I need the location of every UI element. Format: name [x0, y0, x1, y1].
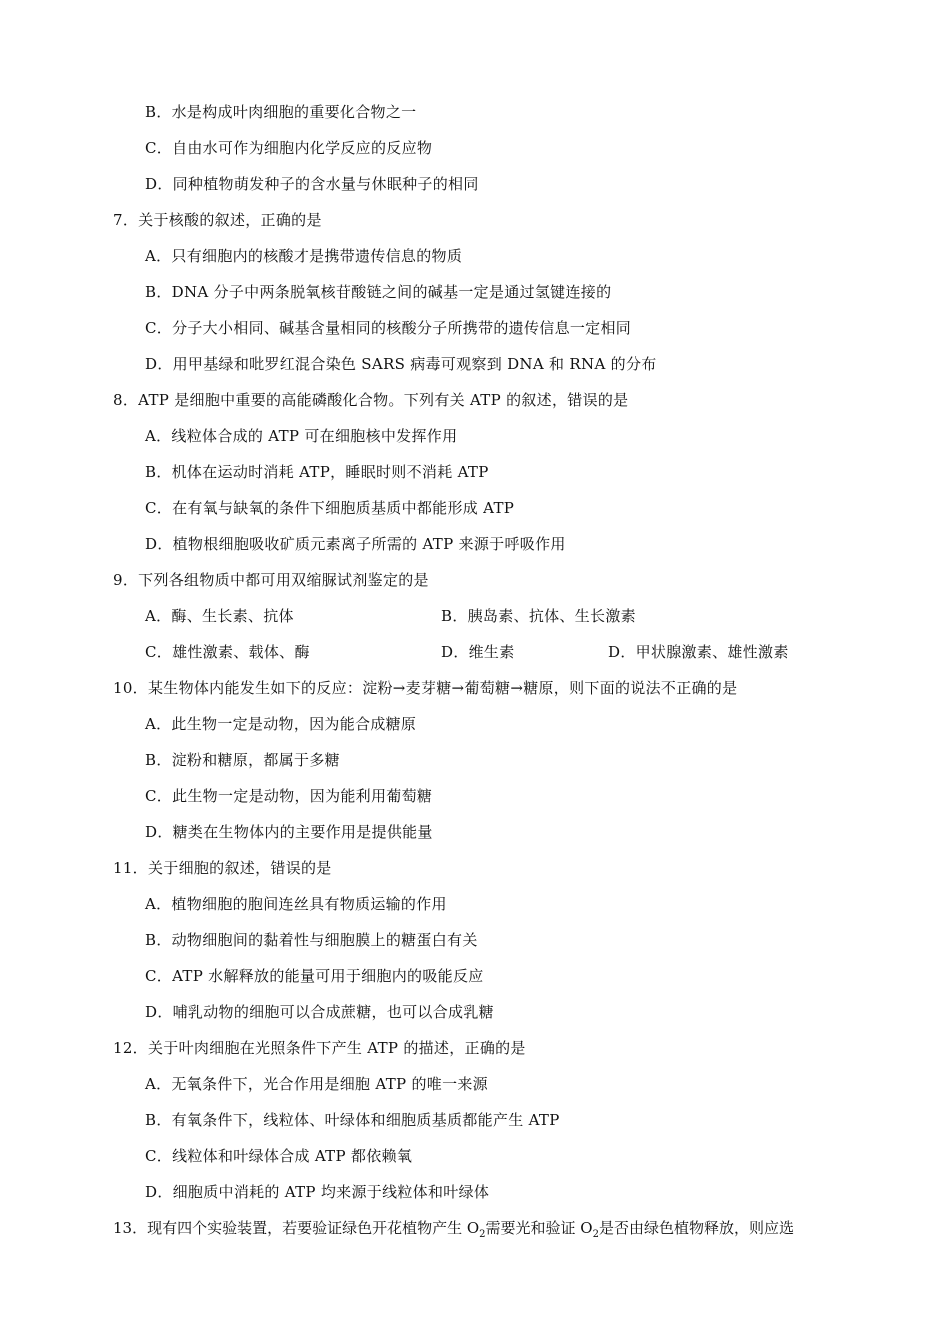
- q13-subscript-2: 2: [592, 1229, 599, 1240]
- q11-option-c: C．ATP 水解释放的能量可用于细胞内的吸能反应: [145, 967, 484, 985]
- q11-stem: 11．关于细胞的叙述，错误的是: [113, 859, 332, 877]
- q13-stem-part-c: 是否由绿色植物释放，则应选: [598, 1219, 794, 1237]
- q11-option-b: B．动物细胞间的黏着性与细胞膜上的糖蛋白有关: [145, 931, 478, 949]
- q9-option-a: A．酶、生长素、抗体: [145, 607, 294, 625]
- q9-option-c: C．雄性激素、载体、酶: [145, 643, 310, 661]
- q9-stem: 9．下列各组物质中都可用双缩脲试剂鉴定的是: [113, 571, 429, 589]
- q10-option-d: D．糖类在生物体内的主要作用是提供能量: [145, 823, 433, 841]
- q11-option-d: D．哺乳动物的细胞可以合成蔗糖，也可以合成乳糖: [145, 1003, 494, 1021]
- q13-stem-part-b: 需要光和验证 O: [485, 1219, 593, 1237]
- q6-option-c: C．自由水可作为细胞内化学反应的反应物: [145, 139, 433, 157]
- q8-option-d: D．植物根细胞吸收矿质元素离子所需的 ATP 来源于呼吸作用: [145, 535, 566, 553]
- q10-option-b: B．淀粉和糖原，都属于多糖: [145, 751, 340, 769]
- q7-option-c: C．分子大小相同、碱基含量相同的核酸分子所携带的遗传信息一定相同: [145, 319, 632, 337]
- q9-option-d2: D．甲状腺激素、雄性激素: [608, 643, 789, 661]
- q8-option-c: C．在有氧与缺氧的条件下细胞质基质中都能形成 ATP: [145, 499, 515, 517]
- q8-stem: 8．ATP 是细胞中重要的高能磷酸化合物。下列有关 ATP 的叙述，错误的是: [113, 391, 629, 409]
- q9-option-b: B．胰岛素、抗体、生长激素: [441, 607, 636, 625]
- q6-option-b: B．水是构成叶肉细胞的重要化合物之一: [145, 103, 417, 121]
- q12-option-a: A．无氧条件下，光合作用是细胞 ATP 的唯一来源: [145, 1075, 488, 1093]
- q6-option-d: D．同种植物萌发种子的含水量与休眠种子的相同: [145, 175, 479, 193]
- q7-option-b: B．DNA 分子中两条脱氧核苷酸链之间的碱基一定是通过氢键连接的: [145, 283, 612, 301]
- q11-option-a: A．植物细胞的胞间连丝具有物质运输的作用: [145, 895, 447, 913]
- q13-stem-part-a: 13．现有四个实验装置，若要验证绿色开花植物产生 O: [113, 1219, 480, 1237]
- q10-option-c: C．此生物一定是动物，因为能利用葡萄糖: [145, 787, 433, 805]
- q12-option-b: B．有氧条件下，线粒体、叶绿体和细胞质基质都能产生 ATP: [145, 1111, 560, 1129]
- q7-stem: 7．关于核酸的叙述，正确的是: [113, 211, 322, 229]
- q12-option-c: C．线粒体和叶绿体合成 ATP 都依赖氧: [145, 1147, 413, 1165]
- q13-subscript-1: 2: [479, 1229, 486, 1240]
- q12-stem: 12．关于叶肉细胞在光照条件下产生 ATP 的描述，正确的是: [113, 1039, 526, 1057]
- q8-option-b: B．机体在运动时消耗 ATP，睡眠时则不消耗 ATP: [145, 463, 489, 481]
- q7-option-a: A．只有细胞内的核酸才是携带遗传信息的物质: [145, 247, 463, 265]
- q9-option-d1: D．维生素: [441, 643, 515, 661]
- q13-stem: [113, 1218, 794, 1245]
- q10-stem: 10．某生物体内能发生如下的反应：淀粉→麦芽糖→葡萄糖→糖原，则下面的说法不正确的是: [113, 679, 738, 697]
- q12-option-d: D．细胞质中消耗的 ATP 均来源于线粒体和叶绿体: [145, 1183, 490, 1201]
- q8-option-a: A．线粒体合成的 ATP 可在细胞核中发挥作用: [145, 427, 458, 445]
- q7-option-d: D．用甲基绿和吡罗红混合染色 SARS 病毒可观察到 DNA 和 RNA 的分布: [145, 355, 657, 373]
- q10-option-a: A．此生物一定是动物，因为能合成糖原: [145, 715, 417, 733]
